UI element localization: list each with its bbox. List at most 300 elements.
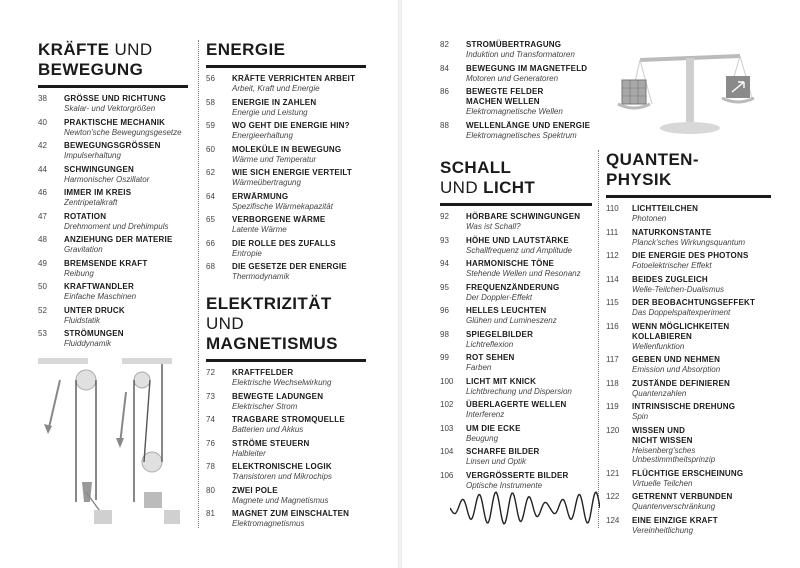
toc-entry[interactable] [38,235,188,255]
entry-title: VERBORGENE WÄRME [232,215,326,224]
toc-entry[interactable] [38,94,188,114]
page-number: 82 [440,40,449,49]
toc-entry[interactable] [606,275,771,295]
entry-text [632,469,771,489]
entry-text [632,379,771,399]
page-number: 62 [206,168,215,177]
entry-subtitle: Impulserhaltung [64,151,121,160]
toc-entry[interactable] [206,145,366,165]
chapter-title-line2: UND [206,314,245,333]
entry-title: ZWEI POLE [232,485,278,495]
toc-entry[interactable] [206,239,366,259]
entry-subtitle: Skalar- und Vektorgrößen [64,104,156,113]
page-number: 49 [38,258,47,268]
entry-title: BEWEGUNGSGRÖSSEN [64,141,161,150]
entry-text [232,415,366,435]
entry-text [632,355,771,375]
entry-text [632,402,771,422]
bucket-icon [94,510,112,524]
entry-subtitle: Fluidstatik [64,315,101,325]
page-number: 96 [440,306,449,315]
entry-title: TRAGBARE STROMQUELLE [232,415,345,424]
entry-text [632,251,771,271]
toc-entry[interactable] [606,298,771,318]
entry-text [466,236,592,256]
entry-text [232,262,366,282]
entry-title: LICHTTEILCHEN [632,204,699,213]
chapter-title-bold: KRÄFTE [38,40,110,59]
entry-subtitle: Magnete und Magnetismus [232,495,329,505]
entry-subtitle: Latente Wärme [232,225,287,234]
toc-entry[interactable] [440,377,592,397]
page-number: 47 [38,211,47,221]
page-number: 124 [606,515,620,525]
entry-text [466,330,592,350]
entry-subtitle: Induktion und Transformatoren [466,50,575,59]
page-number: 59 [206,121,215,130]
entry-subtitle: Farben [466,363,492,372]
entry-subtitle: Glühen und Lumineszenz [466,316,557,325]
chapter-title-bold: LICHT [483,178,536,197]
entry-title: DIE ROLLE DES ZUFALLS [232,238,336,248]
page-number: 53 [38,329,47,338]
entry-subtitle: Vereinheitlichung [632,525,694,535]
entry-title: WISSEN UND NICHT WISSEN [632,425,693,445]
entry-text [466,377,592,397]
page-number: 110 [606,204,619,213]
toc-entry[interactable] [206,415,366,435]
chapter-elektro-continued [440,40,592,144]
page-number: 88 [440,120,449,130]
page-number: 78 [206,462,215,471]
chapter-rule [206,359,366,362]
entry-title: BEIDES ZUGLEICH [632,274,708,284]
entry-title: DIE GESETZE DER ENERGIE [232,262,347,271]
page-number: 98 [440,329,449,339]
toc-entry[interactable] [206,392,366,412]
page-number: 66 [206,238,215,248]
entry-title: MAGNET ZUM EINSCHALTEN [232,509,350,518]
entry-title: ÜBERLAGERTE WELLEN [466,400,567,409]
chapter-elektrizitaet [206,294,366,533]
entry-text [64,118,188,138]
entry-title: FREQUENZÄNDERUNG [466,282,560,292]
toc-entry[interactable] [206,192,366,212]
entry-text [64,141,188,161]
page-number: 120 [606,425,620,435]
toc-entry[interactable] [440,212,592,232]
entry-subtitle: Linsen und Optik [466,457,527,466]
chapter-title [38,40,188,80]
entry-subtitle: Gravitation [64,245,103,254]
toc-entry[interactable] [38,188,188,208]
entry-title: BEWEGTE LADUNGEN [232,391,324,401]
entry-title: VERGRÖSSERTE BILDER [466,470,569,480]
entry-title: STRÖMUNGEN [64,329,124,338]
entry-text [232,392,366,412]
page-number: 99 [440,353,449,362]
entry-text [466,306,592,326]
entry-subtitle: Was ist Schall? [466,222,521,231]
entry-title: ELEKTRONISCHE LOGIK [232,462,332,471]
entry-text [466,212,592,232]
entry-text [64,188,188,208]
entry-title: ENERGIE IN ZAHLEN [232,97,317,107]
entry-title: MOLEKÜLE IN BEWEGUNG [232,144,342,154]
entry-text [232,462,366,482]
toc-entry[interactable] [440,121,592,141]
entry-text [232,486,366,506]
entry-title: IMMER IM KREIS [64,188,132,197]
chapter-title [606,150,771,190]
balance-scale-illustration [610,40,770,140]
entry-title: UM DIE ECKE [466,423,521,433]
chapter-title-light: UND [440,178,479,197]
page-number: 86 [440,87,449,96]
chapter-title-line3: MAGNETISMUS [206,334,338,353]
chapter-title [440,158,592,198]
toc-entry[interactable] [206,462,366,482]
entry-title: GETRENNT VERBUNDEN [632,492,733,501]
toc-entry[interactable] [440,306,592,326]
entry-text [232,168,366,188]
toc-entry[interactable] [206,439,366,459]
toc-entry[interactable] [206,368,366,388]
page-number: 94 [440,259,449,268]
wave-line [450,492,600,524]
entry-subtitle: Elektrische Wechselwirkung [232,378,332,387]
page-number: 80 [206,485,215,495]
entry-subtitle: Entropie [232,248,262,258]
entry-text [466,87,592,117]
entry-text [64,329,188,349]
toc-entry[interactable] [606,322,771,352]
arrow-icon [48,380,60,432]
entry-title: BEWEGTE FELDER MACHEN WELLEN [466,87,544,106]
entry-title: HÖHE UND LAUTSTÄRKE [466,235,569,245]
entry-subtitle: Quantenverschränkung [632,502,716,511]
entry-text [466,283,592,303]
entry-title: ANZIEHUNG DER MATERIE [64,235,173,244]
toc-entry[interactable] [606,228,771,248]
toc-entry[interactable] [606,426,771,465]
entry-title: WO GEHT DIE ENERGIE HIN? [232,121,350,130]
chapter-rule [206,65,366,68]
toc-entry[interactable] [38,259,188,279]
toc-entry[interactable] [440,330,592,350]
page-number: 118 [606,378,619,388]
toc-entry[interactable] [206,168,366,188]
entry-title: WIE SICH ENERGIE VERTEILT [232,168,352,177]
entry-subtitle: Zentripetalkraft [64,198,118,207]
entry-title: STROMÜBERTRAGUNG [466,40,562,49]
entry-subtitle: Thermodynamik [232,272,290,281]
entry-text [232,509,366,529]
chapter-energie [206,40,366,286]
page-number: 122 [606,492,620,501]
page-number: 95 [440,282,449,292]
entry-title: BREMSENDE KRAFT [64,258,148,268]
toc-entry[interactable] [440,447,592,467]
entry-title: DER BEOBACHTUNGSEFFEKT [632,298,756,307]
toc-entry[interactable] [440,424,592,444]
entry-subtitle: Stehende Wellen und Resonanz [466,269,581,278]
page-number: 64 [206,191,215,201]
page-number: 117 [606,355,619,364]
entry-title: UNTER DRUCK [64,305,125,315]
chapter-rule [38,85,188,88]
entry-subtitle: Optische Instrumente [466,480,543,490]
ceiling-beam [38,358,88,364]
page-number: 92 [440,212,449,221]
toc-entry[interactable] [606,516,771,536]
toc-entry[interactable] [206,121,366,141]
entry-text [632,426,771,465]
page-number: 60 [206,144,215,154]
page-number: 76 [206,438,215,448]
entry-text [466,424,592,444]
toc-entry[interactable] [206,509,366,529]
chapter-title-line1: SCHALL [440,158,512,177]
toc-entry[interactable] [38,282,188,302]
entry-subtitle: Einfache Maschinen [64,292,137,301]
chapter-title-line1: ELEKTRIZITÄT [206,294,332,313]
entry-title: FLÜCHTIGE ERSCHEINUNG [632,468,744,478]
rope [144,380,150,462]
entry-title: HÖRBARE SCHWINGUNGEN [466,212,581,221]
entry-subtitle: Arbeit, Kraft und Energie [232,84,320,93]
column-divider [198,40,199,528]
entry-text [632,275,771,295]
toc-entry[interactable] [440,353,592,373]
entry-title: NATURKONSTANTE [632,227,712,237]
entry-text [232,368,366,388]
chapter-title-line1: QUANTEN- [606,150,699,169]
entry-subtitle: Lichtreflexion [466,339,514,349]
entry-text [64,235,188,255]
page-number: 121 [606,468,620,478]
entry-title: WENN MÖGLICHKEITEN KOLLABIEREN [632,321,730,341]
entry-subtitle: Emission und Absorption [632,365,721,374]
page-number: 106 [440,470,454,480]
scale-pan [722,98,754,102]
page-number: 111 [606,227,619,237]
entry-text [466,40,592,60]
toc-list [440,40,592,140]
toc-list [606,204,771,535]
toc-entry[interactable] [38,141,188,161]
page-number: 81 [206,509,215,518]
toc-entry[interactable] [440,64,592,84]
entry-title: KRAFTFELDER [232,368,294,377]
entry-subtitle: Das Doppelspaltexperiment [632,308,731,317]
entry-subtitle: Lichtbrechung und Dispersion [466,386,572,396]
page-number: 48 [38,235,47,244]
toc-entry[interactable] [440,87,592,117]
entry-subtitle: Elektromagnetische Wellen [466,107,563,116]
toc-entry[interactable] [606,402,771,422]
page-number: 72 [206,368,215,377]
entry-text [466,400,592,420]
chapter-title-line2: BEWEGUNG [38,60,144,79]
page-number: 115 [606,298,619,307]
entry-subtitle: Newton'sche Bewegungsgesetze [64,127,182,137]
entry-text [632,492,771,512]
entry-subtitle: Beugung [466,433,499,443]
toc-entry[interactable] [206,74,366,94]
entry-text [232,215,366,235]
entry-text [232,121,366,141]
page-number: 74 [206,415,215,424]
toc-entry[interactable] [606,204,771,224]
page-number: 56 [206,74,215,83]
toc-entry[interactable] [440,40,592,60]
page-number: 100 [440,376,454,386]
entry-text [64,282,188,302]
entry-title: ZUSTÄNDE DEFINIEREN [632,378,731,388]
entry-subtitle: Motoren und Generatoren [466,73,559,83]
toc-entry[interactable] [606,251,771,271]
entry-title: INTRINSISCHE DREHUNG [632,402,736,411]
page-number: 40 [38,117,47,127]
toc-entry[interactable] [38,165,188,185]
toc-entry[interactable] [206,98,366,118]
page-number: 114 [606,274,619,284]
entry-text [466,121,592,141]
entry-title: SCHARFE BILDER [466,447,540,456]
entry-subtitle: Virtuelle Teilchen [632,478,693,488]
entry-text [632,516,771,536]
entry-subtitle: Elektromagnetismus [232,519,305,528]
entry-text [232,145,366,165]
entry-title: EINE EINZIGE KRAFT [632,515,718,525]
entry-subtitle: Interferenz [466,410,505,419]
toc-entry[interactable] [606,492,771,512]
entry-text [232,98,366,118]
toc-list [206,74,366,282]
toc-entry[interactable] [606,379,771,399]
toc-entry[interactable] [440,236,592,256]
entry-subtitle: Quantenzahlen [632,388,687,398]
entry-title: HARMONISCHE TÖNE [466,259,555,268]
entry-title: SCHWINGUNGEN [64,164,134,174]
sound-wave-illustration [450,488,600,528]
chapter-rule [440,203,592,206]
entry-title: KRAFTWANDLER [64,282,134,291]
entry-title: SPIEGELBILDER [466,329,534,339]
toc-list [38,94,188,349]
ceiling-beam [122,358,172,364]
entry-title: ROT SEHEN [466,353,515,362]
pulley-systems-illustration [30,352,190,528]
entry-text [64,165,188,185]
page-number: 116 [606,321,619,331]
entry-text [466,259,592,279]
entry-title: ERWÄRMUNG [232,191,289,201]
page-number: 46 [38,188,47,197]
entry-text [632,228,771,248]
entry-text [232,439,366,459]
chapter-quanten [606,150,771,539]
toc-entry[interactable] [440,259,592,279]
page-number: 84 [440,63,449,73]
entry-title: WELLENLÄNGE UND ENERGIE [466,120,591,130]
toc-entry[interactable] [606,469,771,489]
page-number: 42 [38,141,47,150]
page-number: 73 [206,391,215,401]
entry-subtitle: Halbleiter [232,448,266,458]
toc-entry[interactable] [38,306,188,326]
toc-list [206,368,366,529]
toc-entry[interactable] [606,355,771,375]
entry-subtitle: Fotoelektrischer Effekt [632,261,712,270]
toc-entry[interactable] [38,118,188,138]
entry-title: GEBEN UND NEHMEN [632,355,721,364]
entry-subtitle: Wärmeübertragung [232,178,301,187]
entry-text [632,298,771,318]
entry-title: BEWEGUNG IM MAGNETFELD [466,63,588,73]
page-number: 44 [38,164,47,174]
entry-title: KRÄFTE VERRICHTEN ARBEIT [232,74,356,83]
page-number: 104 [440,447,454,456]
scale-post [686,58,694,122]
arrow-head-icon [44,424,52,434]
entry-text [64,259,188,279]
arrow-head-icon [116,438,124,448]
entry-subtitle: Drehmoment und Drehimpuls [64,221,169,231]
toc-entry[interactable] [440,400,592,420]
scale-pan [618,104,650,108]
toc-entry[interactable] [206,486,366,506]
entry-title: LICHT MIT KNICK [466,376,537,386]
entry-subtitle: Elektrischer Strom [232,401,298,411]
entry-text [466,64,592,84]
entry-text [632,322,771,352]
entry-title: ROTATION [64,211,107,221]
entry-subtitle: Der Doppler-Effekt [466,292,533,302]
scale-base [660,122,720,134]
book-gutter [398,0,402,568]
entry-subtitle: Harmonischer Oszillator [64,174,150,184]
toc-list [440,212,592,490]
entry-subtitle: Schallfrequenz und Amplitude [466,245,572,255]
chapter-kraefte [38,40,188,353]
toc-entry[interactable] [206,262,366,282]
entry-title: PRAKTISCHE MECHANIK [64,117,166,127]
column-divider [598,150,599,528]
toc-entry[interactable] [38,329,188,349]
entry-title: STRÖME STEUERN [232,438,310,448]
entry-title: HELLES LEUCHTEN [466,306,547,315]
toc-entry[interactable] [206,215,366,235]
entry-subtitle: Planck'sches Wirkungsquantum [632,237,746,247]
entry-subtitle: Spin [632,412,649,421]
entry-text [232,192,366,212]
page-number: 119 [606,402,619,411]
entry-subtitle: Heisenberg'sches Unbestimmtheitsprinzip [632,445,716,464]
pulley-wheel-icon [134,372,150,388]
toc-entry[interactable] [440,283,592,303]
entry-text [64,94,188,114]
entry-subtitle: Energieerhaltung [232,131,293,140]
chapter-title [206,294,366,354]
entry-subtitle: Wärme und Temperatur [232,154,317,164]
toc-entry[interactable] [38,212,188,232]
entry-text [64,306,188,326]
entry-subtitle: Reibung [64,268,94,278]
bucket-icon [164,510,180,524]
pulley-wheel-icon [76,370,96,390]
